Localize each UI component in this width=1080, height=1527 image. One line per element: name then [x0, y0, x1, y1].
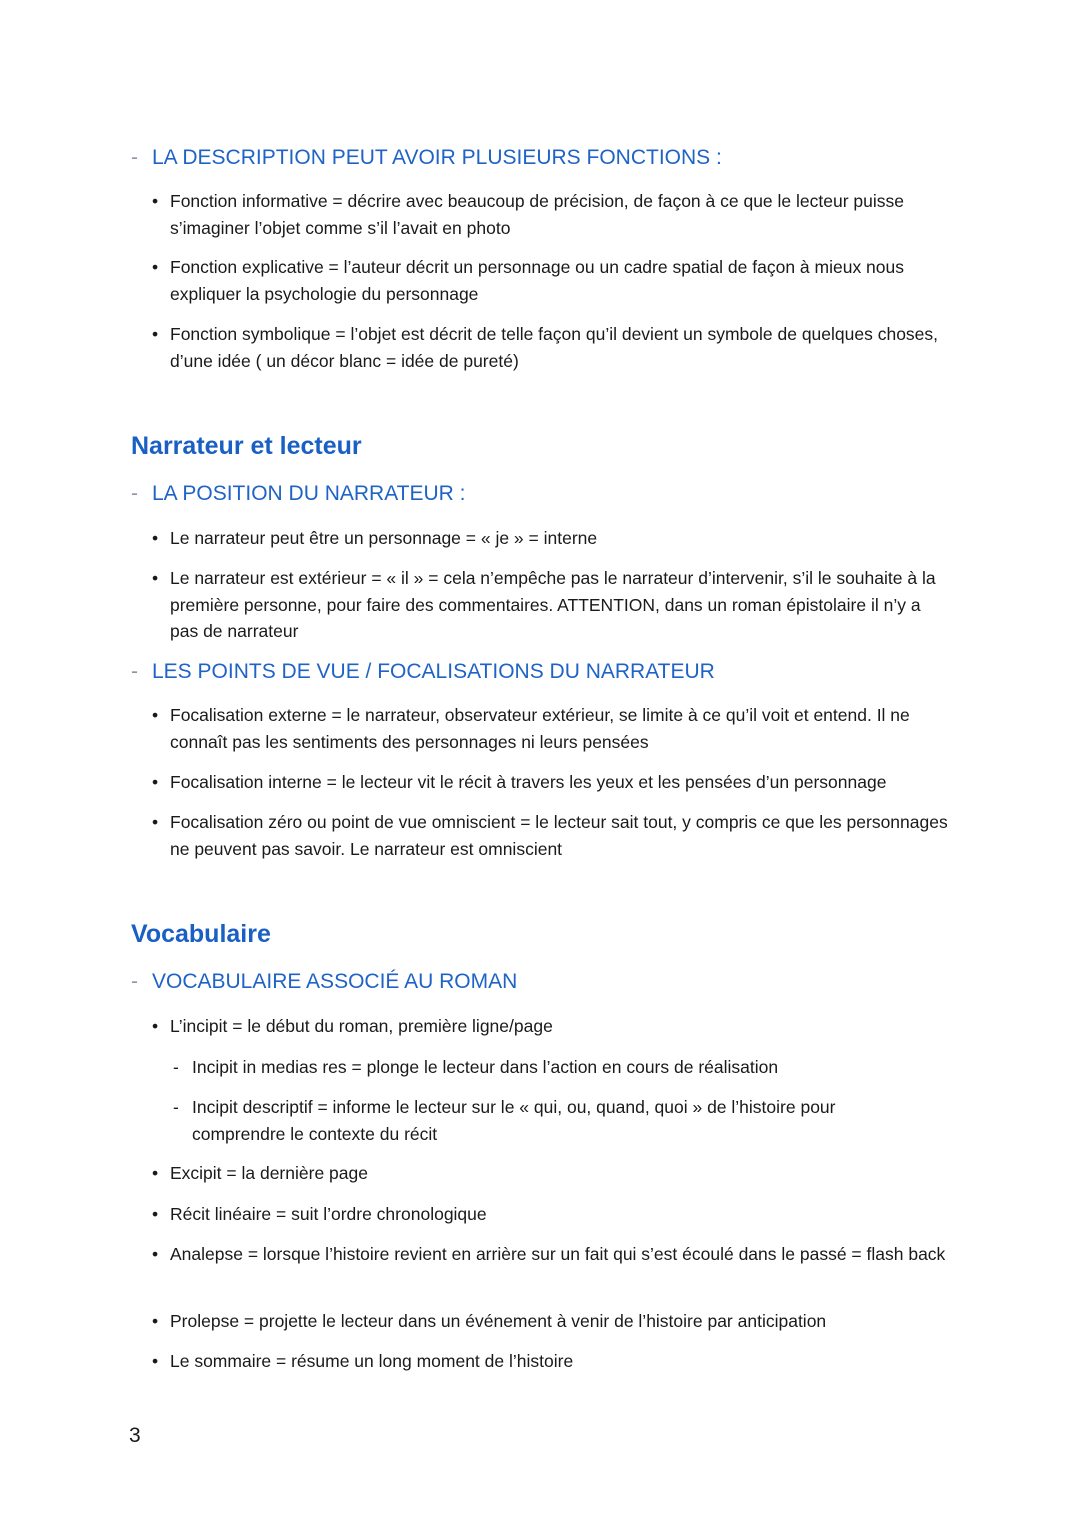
list-item-text: L’incipit = le début du roman, première ligne/page [170, 1016, 553, 1036]
subheading-text: LA DESCRIPTION PEUT AVOIR PLUSIEURS FONCTIONS : [152, 146, 722, 169]
bullet-icon: • [152, 528, 159, 548]
list-item-text: Le sommaire = résume un long moment de l’histoire [170, 1351, 574, 1371]
dash-marker: - [173, 1057, 179, 1077]
list-item-text: Récit linéaire = suit l’ordre chronologique [170, 1204, 487, 1224]
subheading-text: LA POSITION DU NARRATEUR : [152, 482, 466, 505]
list-item [152, 1160, 952, 1187]
list-item-text: Analepse = lorsque l’histoire revient en arrière sur un fait qui s’est écoulé dans le passé = flash back [170, 1244, 946, 1264]
list-item-text: Le narrateur peut être un personnage = « je » = interne [170, 528, 598, 548]
bullet-icon: • [152, 1351, 159, 1371]
bullet-icon: • [152, 324, 159, 344]
dash-marker: - [131, 970, 138, 993]
list-item-text: Focalisation zéro ou point de vue omniscient = le lecteur sait tout, y compris ce que les personnages ne peuvent pas savoir. Le narrateur est omniscient [170, 812, 948, 859]
list-item [152, 188, 952, 241]
bullet-icon: • [152, 1163, 159, 1183]
list-item [152, 702, 952, 755]
heading-vocabulaire: Vocabulaire [131, 920, 271, 948]
sub-list-item-text: Incipit in medias res = plonge le lecteur dans l’action en cours de réalisation [192, 1057, 779, 1077]
subheading-description-functions [131, 145, 722, 171]
subheading-text: LES POINTS DE VUE / FOCALISATIONS DU NARRATEUR [152, 660, 715, 683]
list-item-incipit [152, 1013, 952, 1040]
subheading-points-de-vue [131, 659, 715, 685]
list-item [152, 565, 952, 645]
subheading-position-narrateur [131, 481, 466, 507]
list-item [152, 254, 952, 307]
list-item [152, 1348, 952, 1375]
list-item-text: Excipit = la dernière page [170, 1163, 368, 1183]
page-number: 3 [129, 1424, 141, 1447]
list-item-text: Fonction informative = décrire avec beaucoup de précision, de façon à ce que le lecteur puisse s’imaginer l’objet comme s’il l’avait en photo [170, 191, 904, 238]
subheading-vocabulaire-roman [131, 969, 517, 995]
dash-marker: - [131, 660, 138, 683]
bullet-icon: • [152, 1244, 159, 1264]
list-item [152, 1241, 952, 1268]
list-item-text: Le narrateur est extérieur = « il » = cela n’empêche pas le narrateur d’intervenir, s’il le souhaite à la première personne, pour faire des commentaires. ATTENTION, dans un roman épistolaire il n’y a pas de narrateur [170, 568, 936, 641]
bullet-icon: • [152, 1204, 159, 1224]
list-item-text: Focalisation interne = le lecteur vit le récit à travers les yeux et les pensées d’un personnage [170, 772, 887, 792]
bullet-icon: • [152, 1311, 159, 1331]
list-item [152, 321, 952, 374]
bullet-icon: • [152, 568, 159, 588]
bullet-icon: • [152, 191, 159, 211]
list-item [152, 1201, 952, 1228]
subheading-text: VOCABULAIRE ASSOCIÉ AU ROMAN [152, 970, 518, 993]
list-item-text: Fonction explicative = l’auteur décrit un personnage ou un cadre spatial de façon à mieux nous expliquer la psychologie du personnage [170, 257, 905, 304]
list-item [152, 1308, 952, 1335]
list-item [152, 769, 952, 796]
heading-narrateur-et-lecteur: Narrateur et lecteur [131, 432, 362, 460]
bullet-icon: • [152, 772, 159, 792]
bullet-icon: • [152, 1016, 159, 1036]
bullet-icon: • [152, 812, 159, 832]
list-item-text: Prolepse = projette le lecteur dans un événement à venir de l’histoire par anticipation [170, 1311, 827, 1331]
list-item [152, 809, 952, 862]
list-item-text: Fonction symbolique = l’objet est décrit de telle façon qu’il devient un symbole de quelques choses, d’une idée ( un décor blanc = idée de pureté) [170, 324, 939, 371]
bullet-icon: • [152, 257, 159, 277]
dash-marker: - [131, 482, 138, 505]
sub-list-item [173, 1054, 933, 1081]
bullet-icon: • [152, 705, 159, 725]
dash-marker: - [131, 146, 138, 169]
sub-list-item [173, 1094, 933, 1147]
list-item-text: Focalisation externe = le narrateur, observateur extérieur, se limite à ce qu’il voit et entend. Il ne connaît pas les sentiments des personnages ni leurs pensées [170, 705, 910, 752]
dash-marker: - [173, 1097, 179, 1117]
sub-list-item-text: Incipit descriptif = informe le lecteur sur le « qui, ou, quand, quoi » de l’histoire pour comprendre le contexte du récit [192, 1097, 836, 1144]
list-item [152, 525, 952, 552]
